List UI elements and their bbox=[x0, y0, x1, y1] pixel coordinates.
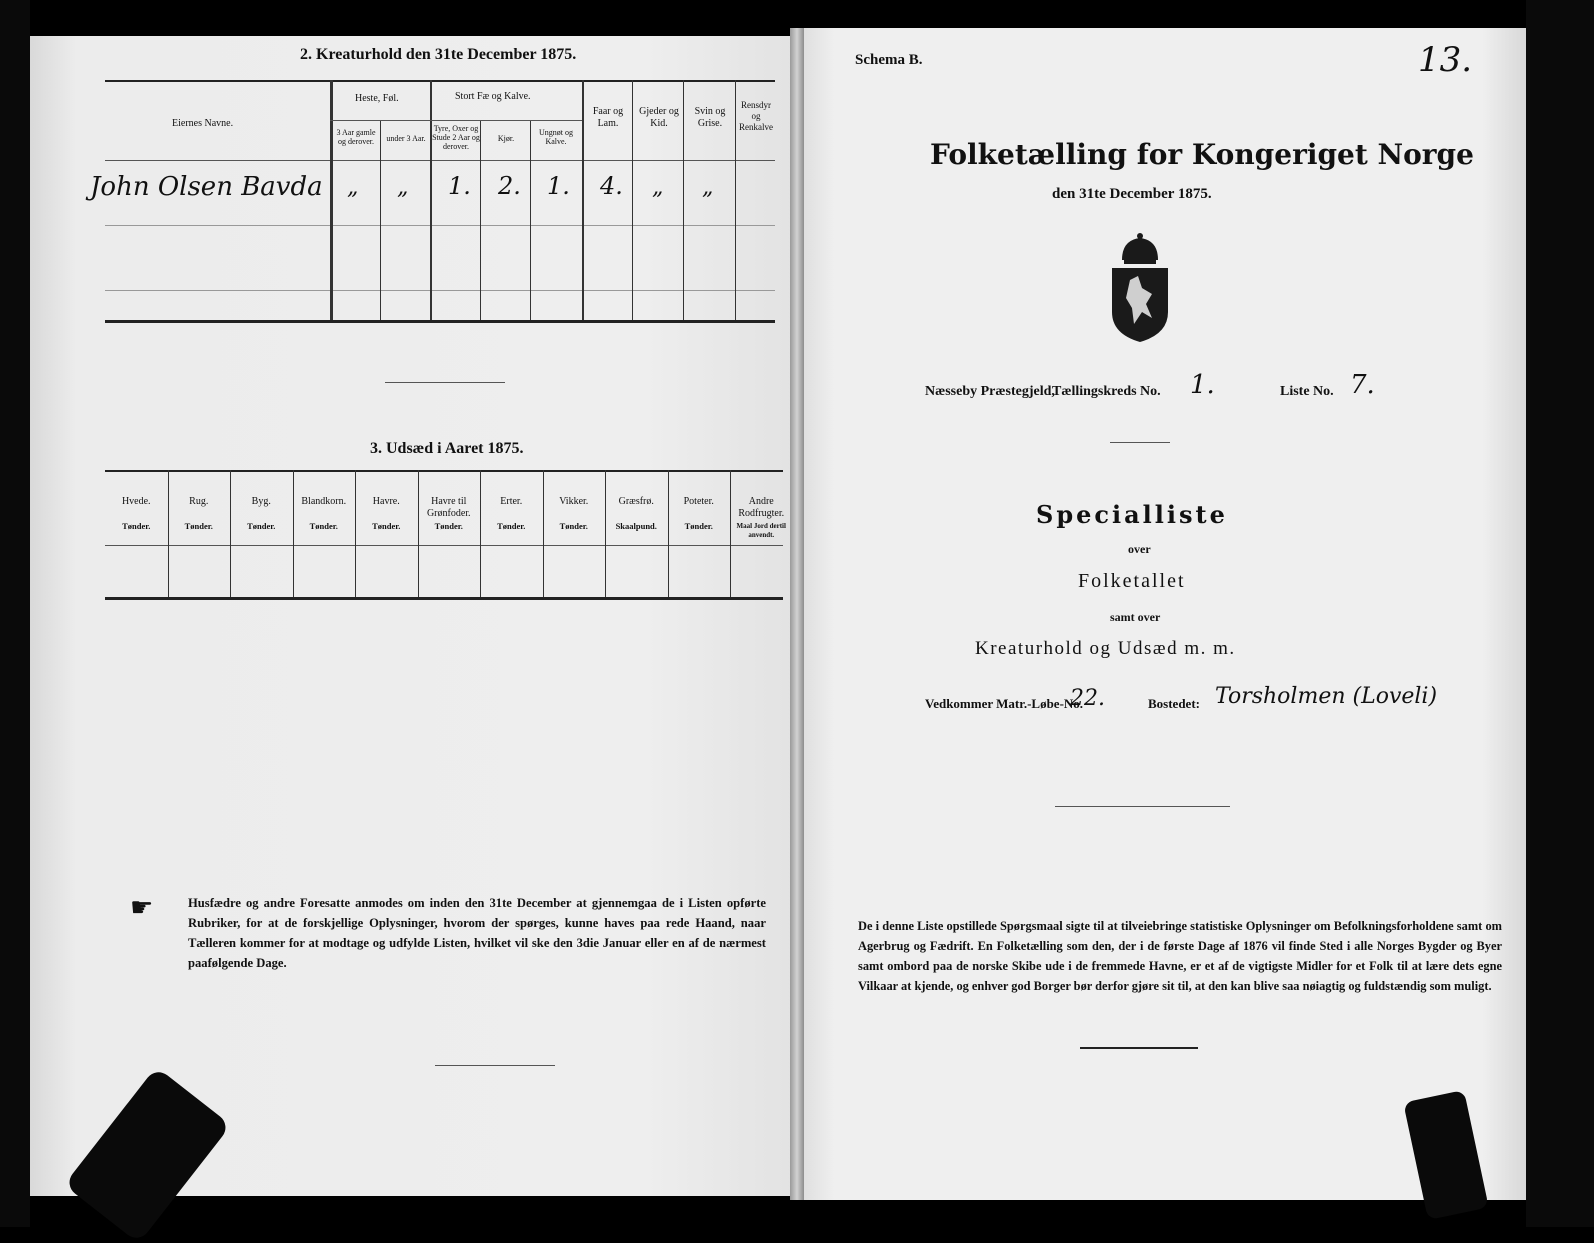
table3-divider bbox=[543, 470, 544, 597]
table3-unit: Maal Jord dertil anvendt. bbox=[736, 522, 786, 539]
table3-divider bbox=[168, 470, 169, 597]
value-gjeder: „ bbox=[652, 175, 664, 200]
separator-rule bbox=[435, 1065, 555, 1066]
table3-unit: Tønder. bbox=[684, 521, 713, 531]
table3-col-header: Havre. bbox=[372, 496, 400, 507]
main-subtitle: den 31te December 1875. bbox=[1052, 186, 1212, 202]
table3-divider bbox=[605, 470, 606, 597]
value-svin: „ bbox=[702, 175, 714, 200]
prestegjeld: Næsseby Præstegjeld, bbox=[925, 384, 1055, 399]
table3-col-header: Poteter. bbox=[683, 496, 714, 507]
table3-unit: Tønder. bbox=[497, 521, 526, 531]
bosted-label: Bostedet: bbox=[1148, 696, 1200, 711]
value-stort-3: 1. bbox=[547, 172, 570, 200]
table3-unit: Tønder. bbox=[309, 521, 338, 531]
table3-divider bbox=[230, 470, 231, 597]
table2-divider bbox=[330, 80, 333, 320]
table3-unit: Tønder. bbox=[372, 521, 401, 531]
value-heste-1: „ bbox=[347, 175, 359, 200]
table3-unit: Tønder. bbox=[559, 521, 588, 531]
separator-rule bbox=[1055, 806, 1230, 807]
table3-divider bbox=[355, 470, 356, 597]
heste-sub2: under 3 Aar. bbox=[386, 134, 426, 143]
kreaturhold-text: Kreaturhold og Udsæd m. m. bbox=[975, 638, 1236, 659]
stort-fae-header: Stort Fæ og Kalve. bbox=[455, 91, 531, 102]
stort-sub3: Ungnøt og Kalve. bbox=[539, 128, 573, 146]
table3-col-header: Havre til Grønfoder. bbox=[426, 496, 471, 519]
separator-rule bbox=[1110, 442, 1170, 443]
table3-divider bbox=[418, 470, 419, 597]
table3-unit: Tønder. bbox=[184, 521, 213, 531]
scan-border bbox=[1526, 0, 1594, 1227]
separator-rule bbox=[1080, 1047, 1198, 1049]
table3-divider bbox=[668, 470, 669, 597]
section3-title: 3. Udsæd i Aaret 1875. bbox=[370, 440, 524, 457]
value-stort-1: 1. bbox=[448, 172, 471, 200]
pointing-hand-icon: ☛ bbox=[130, 893, 154, 922]
owner-name-handwritten: John Olsen Bavda bbox=[90, 172, 323, 202]
table3-divider bbox=[293, 470, 294, 597]
stort-sub1: Tyre, Oxer og Stude 2 Aar og derover. bbox=[432, 124, 480, 151]
table3-unit: Tønder. bbox=[247, 521, 276, 531]
table2-subhead-rule bbox=[430, 120, 582, 121]
table3-col-header: Græsfrø. bbox=[618, 496, 654, 507]
kreds-value: 1. bbox=[1190, 370, 1215, 400]
table2-top-rule bbox=[105, 80, 775, 82]
value-stort-2: 2. bbox=[498, 172, 521, 200]
page-number: 13. bbox=[1418, 40, 1473, 80]
table3-divider bbox=[480, 470, 481, 597]
svin-header: Svin og Grise. bbox=[694, 106, 726, 129]
table2-header-rule bbox=[105, 160, 775, 161]
table3-unit: Tønder. bbox=[434, 521, 463, 531]
rensdyr-header: Rensdyr og Renkalve bbox=[739, 100, 773, 132]
over-text: over bbox=[1128, 542, 1151, 556]
right-page bbox=[798, 28, 1526, 1200]
bottom-explanation: De i denne Liste opstillede Spørgsmaal sigte til at tilveiebringe statistiske Oplysninger om Befolkningsforholdene samt om Agerbrug og Fædrift. En Folketælling som den, der i de første Dage af 1876 vil finde Sted i alle Norges Bygder og Byer samt ombord paa de norske Skibe ude i de fremmede Havne, er et af de vigtigste Midler for et Folk til at lære dets egne Vilkaar at kjende, og enhver god Borger bør derfor gjøre sit til, at den kan blive saa nøiagtig og fuldstændig som muligt. bbox=[858, 919, 1502, 993]
folketallet-text: Folketallet bbox=[1078, 570, 1186, 592]
book-spine bbox=[790, 28, 804, 1200]
main-title: Folketælling for Kongeriget Norge bbox=[930, 138, 1474, 171]
section2-title: 2. Kreaturhold den 31te December 1875. bbox=[300, 46, 577, 63]
table3-col-header: Rug. bbox=[189, 496, 209, 507]
table2-divider bbox=[530, 120, 531, 320]
table3-unit: Skaalpund. bbox=[615, 521, 657, 531]
owner-col-header: Eiernes Navne. bbox=[172, 118, 234, 129]
table3-col-header: Byg. bbox=[251, 496, 271, 507]
liste-label: Liste No. bbox=[1280, 384, 1334, 399]
heste-sub1: 3 Aar gamle og derover. bbox=[336, 128, 376, 146]
separator-rule bbox=[385, 382, 505, 383]
value-heste-2: „ bbox=[397, 175, 409, 200]
table3-col-header: Andre Rodfrugter. bbox=[738, 496, 785, 519]
stort-sub2: Kjør. bbox=[497, 134, 515, 143]
table3-col-header: Hvede. bbox=[121, 496, 151, 507]
gjeder-header: Gjeder og Kid. bbox=[639, 106, 679, 129]
notice-text: Husfædre og andre Foresatte anmodes om inden den 31te December at gjennemgaa de i Listen opførte Rubriker, for at de forskjellige Oplysninger, hvorom der spørges, kunne haves paa rede Haand, naar Tælleren kommer for at modtage og udfylde Listen, hvilket vil ske den 3die Januar eller en af de nærmest paafølgende Dage. bbox=[188, 896, 766, 970]
table3-bottom-rule bbox=[105, 597, 783, 600]
table3-header-rule bbox=[105, 545, 783, 546]
specialliste-heading: Specialliste bbox=[1036, 500, 1228, 529]
coat-of-arms-icon bbox=[1108, 232, 1172, 344]
scan-border bbox=[0, 0, 30, 1227]
samt-over-text: samt over bbox=[1110, 610, 1161, 624]
table3-col-header: Vikker. bbox=[559, 496, 589, 507]
liste-value: 7. bbox=[1350, 370, 1375, 400]
faar-header: Faar og Lam. bbox=[592, 106, 624, 129]
table3-col-header: Erter. bbox=[500, 496, 523, 507]
table2-bottom-rule bbox=[105, 320, 775, 323]
bosted-value: Torsholmen (Loveli) bbox=[1215, 684, 1438, 709]
table3-unit: Tønder. bbox=[122, 521, 151, 531]
kreds-label: Tællingskreds No. bbox=[1052, 384, 1161, 399]
table2-divider bbox=[632, 80, 633, 320]
heste-header: Heste, Føl. bbox=[355, 93, 399, 104]
matr-label: Vedkommer Matr.-Løbe-No. bbox=[925, 696, 1084, 711]
matr-value: 22. bbox=[1070, 686, 1105, 711]
table2-row-rule bbox=[105, 225, 775, 226]
table3-col-header: Blandkorn. bbox=[301, 496, 347, 507]
table2-row-rule bbox=[105, 290, 775, 291]
schema-label: Schema B. bbox=[855, 52, 923, 68]
table2-divider bbox=[430, 80, 432, 320]
value-faar: 4. bbox=[600, 172, 623, 200]
table2-subhead-rule bbox=[330, 120, 430, 121]
table2-divider bbox=[380, 120, 381, 320]
table3-top-rule bbox=[105, 470, 783, 472]
